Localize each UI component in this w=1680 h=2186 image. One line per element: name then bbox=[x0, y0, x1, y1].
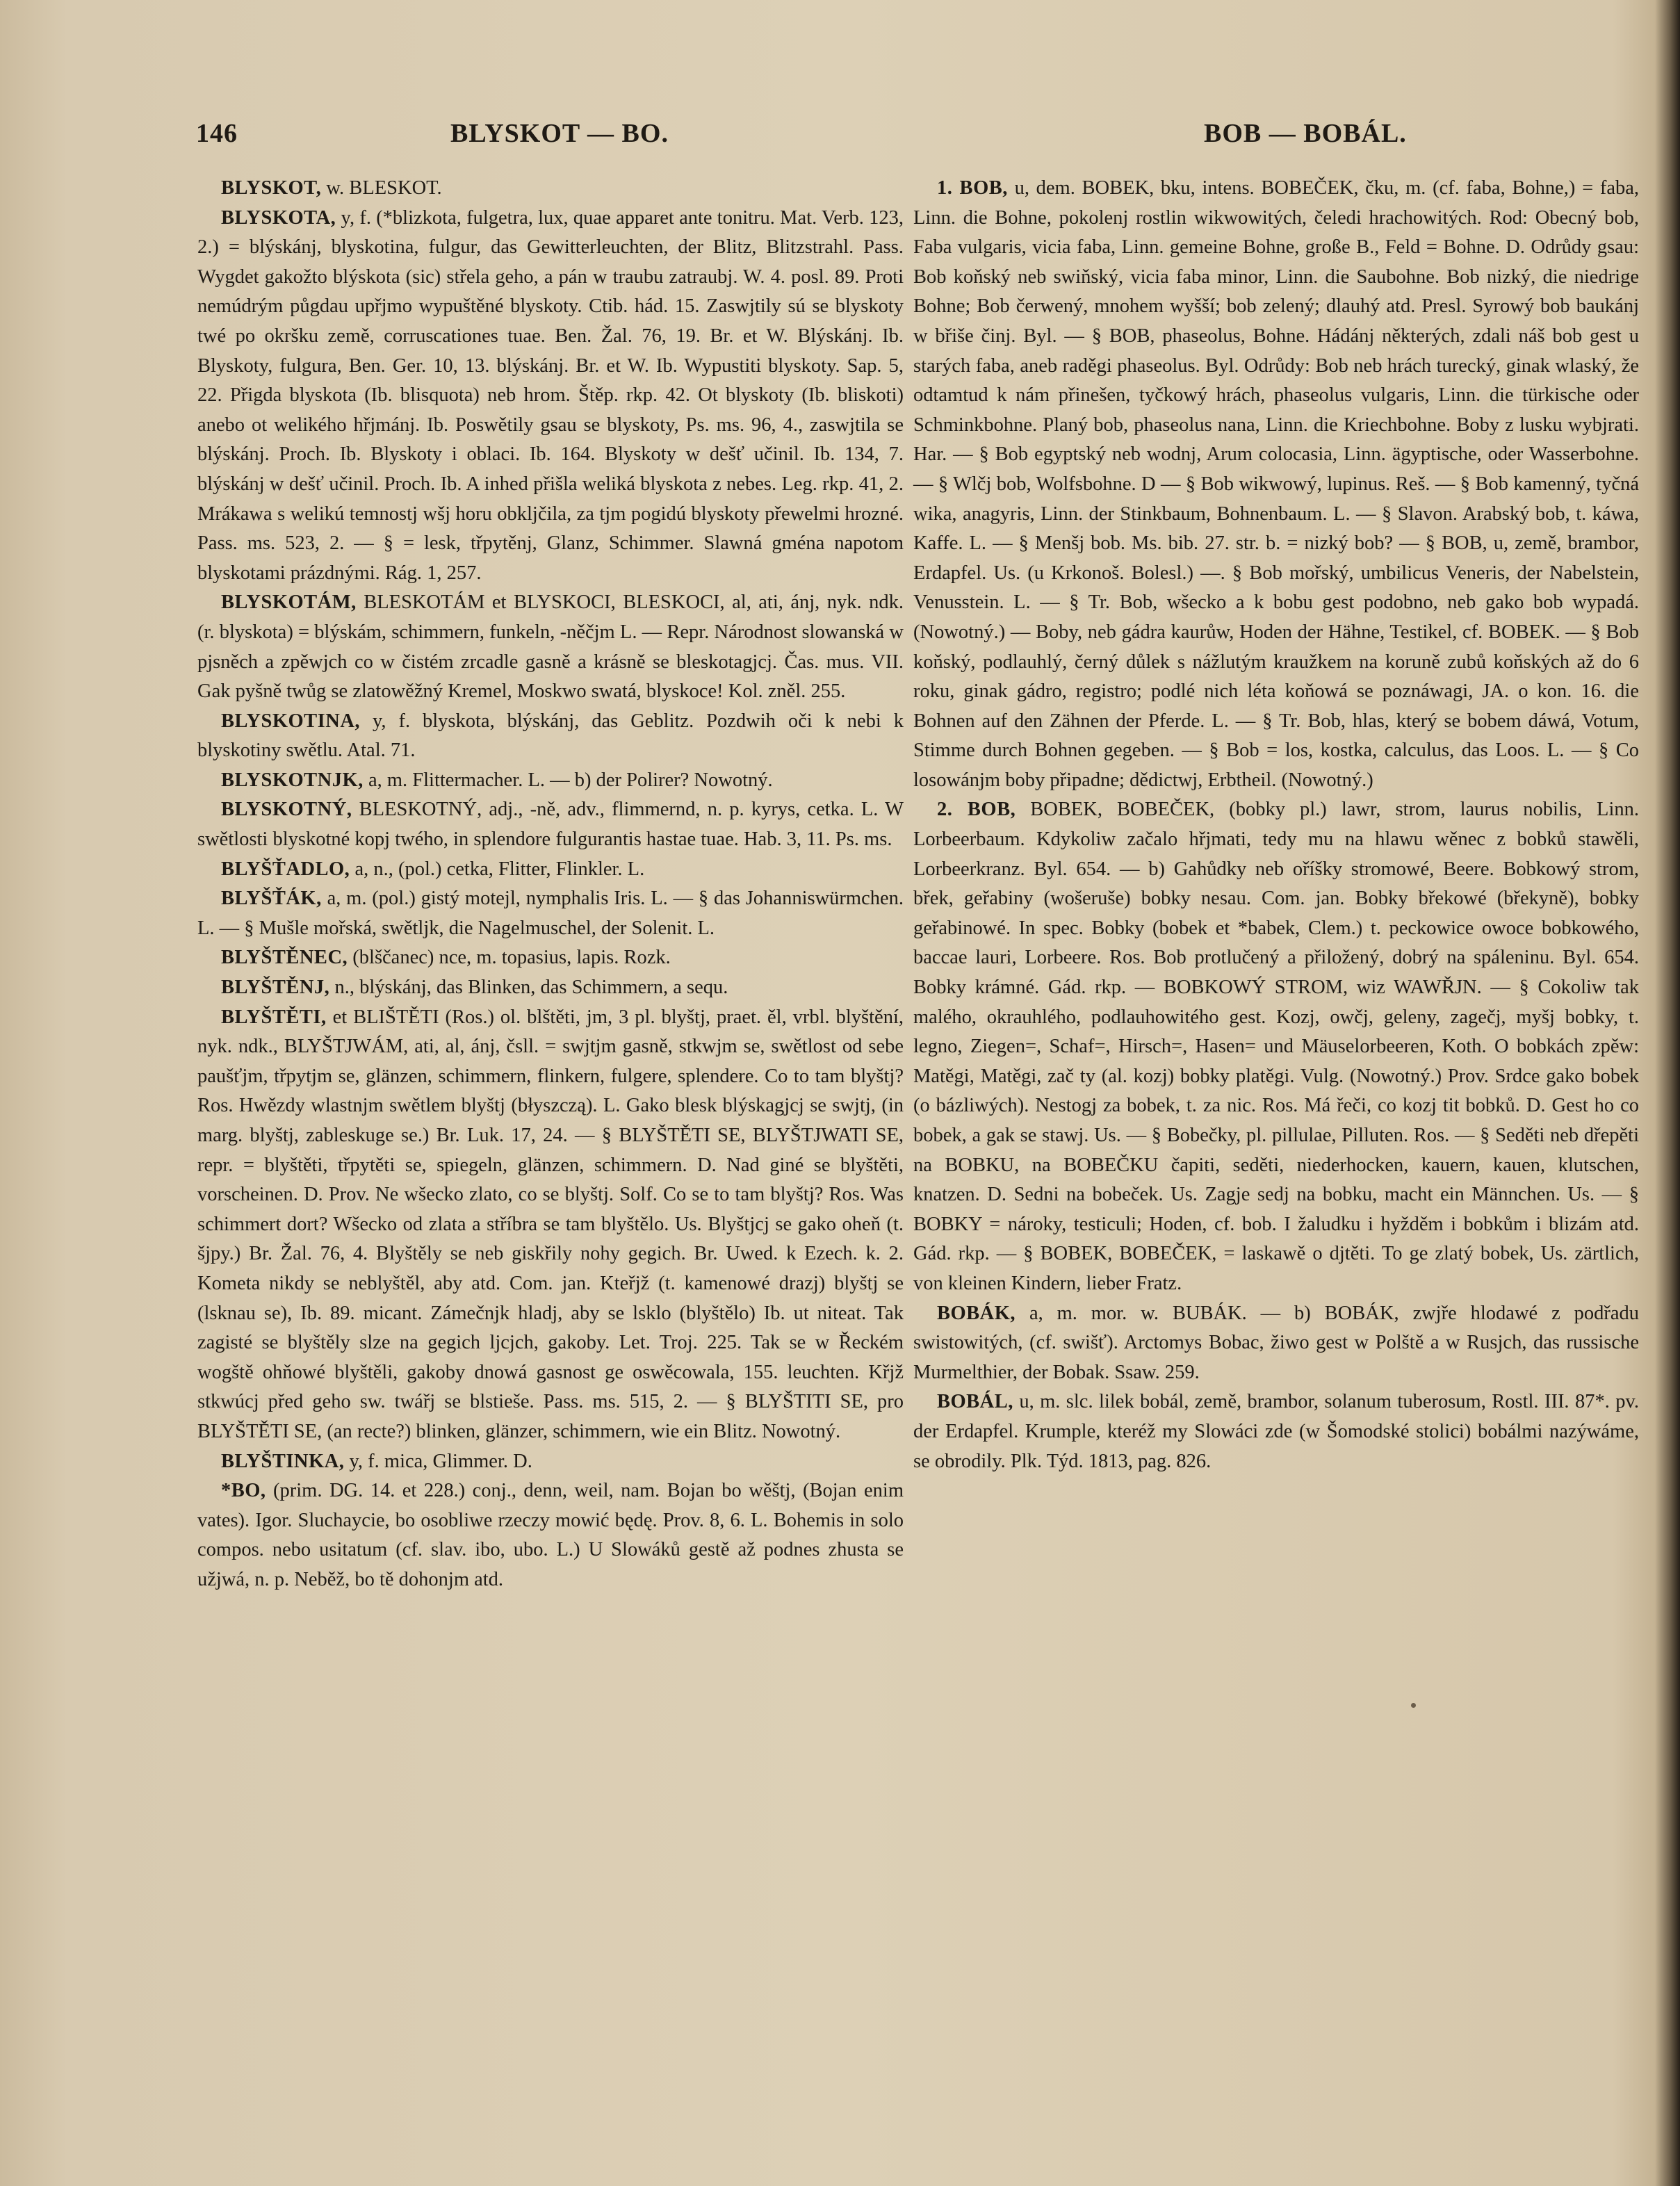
entry-headword: BLYSKOT, bbox=[221, 177, 322, 199]
entry-text: a, m. Flittermacher. L. — b) der Polirer? Nowotný. bbox=[368, 769, 773, 791]
entry-headword: BLYSKOTÁM, bbox=[221, 592, 357, 614]
entry-headword: BLYŠŤADLO, bbox=[221, 858, 350, 880]
entry-headword: BLYŠŤÁK, bbox=[221, 888, 322, 910]
entry-text: BOBEK, BOBEČEK, (bobky pl.) lawr, strom, laurus nobilis, Linn. Lorbeerbaum. Kdykoliw začalo hřjmati, tedy mu na hlawu wěnec z bobků stawěli, Lorbeerkranz. Byl. 654. — b) Gahůdky neb oříšky stromowé, Beere. Bobkowý strom, břek, geřabiny (wošeruše) bobky nesau. Com. jan. Bobky břekowé (břekyně), bobky geřabinowé. In spec. Bobky (bobek et *babek, Clem.) t. peckowice owoce bobkowého, baccae lauri, Lorbeere. Ros. Bob protlučený a přiložený, dobrý na spáleninu. Byl. 654. Bobky krámné. Gád. rkp. — BOBKOWÝ STROM, wiz WAWŘJN. — § Cokoliw tak malého, okrauhlého, podlauhowitého gest. Kozj, owčj, geleny, zagečj, myšj bobky, t. legno, Ziegen=, Schaf=, Hirsch=, Hasen= und Mäuselorbeeren, Koth. O bobkách zpěw: Matěgi, Matěgi, zač ty (al. kozj) bobky platěgi. Vulg. (Nowotný.) Prov. Srdce gako bobek (o bázliwých). Nestogj za bobek, t. za nic. Ros. Má řeči, co kozj tit bobků. D. Gest ho co bobek, a gak se stawj. Us. — § Bobečky, pl. pillulae, Pilluten. Ros. — § Seděti neb dřepěti na BOBKU, na BOBEČKU čapiti, seděti, niederhocken, kauern, kauen, klutschen, knatzen. D. Sedni na bobeček. Us. Zagje sedj na bobku, macht ein Männchen. Us. — § BOBKY = nároky, testiculi; Hoden, cf. bob. I žaludku i hyžděm i bobkům i blizám atd. Gád. rkp. — § BOBEK, BOBEČEK, = laskawě o djtěti. To ge zlatý bobek, Us. zärtlich, von kleinen Kindern, lieber Fratz. bbox=[913, 799, 1639, 1294]
dictionary-entry bbox=[197, 588, 904, 706]
entry-text: u, m. slc. lilek bobál, země, brambor, solanum tuberosum, Rostl. III. 87*. pv. der Erdapfel. Krumple, kteréž my Slowáci zde (w Šomodské stolici) bobálmi nazýwáme, se obrodily. Plk. Týd. 1813, pag. 826. bbox=[913, 1391, 1640, 1472]
entry-text: y, f. (*blizkota, fulgetra, lux, quae apparet ante tonitru. Mat. Verb. 123, 2.) = blýskánj, blyskotina, fulgur, das Gewitterleuchten, der Blitz, Blitzstrahl. Pass. Wygdet gakožto blýskota (sic) střela geho, a pán w traubu zatraubj. W. 4. posl. 89. Proti nemúdrým půgdau upřjmo wypuštěné blyskoty. Ctib. hád. 15. Zaswjtily sú se blyskoty twé po okršku země, corruscationes tuae. Ben. Žal. 76, 19. Br. et W. Blýskánj. Ib. Blyskoty, fulgura, Ben. Ger. 10, 13. blýskánj. Br. et W. Ib. Wypustiti blyskoty. Sap. 5, 22. Přigda blyskota (Ib. blisquota) neb hrom. Štěp. rkp. 42. Ot blyskoty (Ib. bliskoti) anebo ot welikého hřjmánj. Ib. Poswětily gsau se blyskoty, Ps. ms. 96, 4., zaswjtila se blýskánj. Proch. Ib. Blyskoty i oblaci. Ib. 164. Blyskoty w dešť učinil. Ib. 134, 7. blýskánj w dešť učinil. Proch. Ib. A inhed přišla weliká blyskota z nebes. Leg. rkp. 41, 2. Mrákawa s welikú temnostj wšj horu obkljčila, za tjm pogidú blyskoty přewelmi hrozné. Pass. ms. 523, 2. — § = lesk, třpytěnj, Glanz, Schimmer. Slawná gména napotom blyskotami prázdnými. Rág. 1, 257. bbox=[197, 206, 904, 584]
entry-text: (prim. DG. 14. et 228.) conj., denn, weil, nam. Bojan bo wěštj, (Bojan enim vates). Igor. Sluchaycie, bo osobliwe rzeczy mowić będę. Prov. 8, 6. L. Bohemis in solo compos. nebo usitatum (cf. slav. ibo, ubo. L.) U Slowáků gestě až podnes zhusta se užjwá, n. p. Neběž, bo tě dohonjm atd. bbox=[197, 1480, 904, 1590]
dictionary-entry bbox=[197, 766, 904, 796]
dictionary-entry bbox=[197, 1476, 904, 1594]
binding-shadow bbox=[1655, 0, 1680, 2186]
entry-text: y, f. blyskota, blýskánj, das Geblitz. Pozdwih oči k nebi k blyskotiny swětlu. Atal. 71. bbox=[197, 710, 904, 762]
left-column bbox=[197, 174, 904, 1595]
dictionary-entry bbox=[197, 795, 904, 854]
entry-headword: BOBÁK, bbox=[937, 1302, 1016, 1324]
entry-headword: BOBÁL, bbox=[937, 1391, 1013, 1413]
dictionary-entry bbox=[197, 884, 904, 943]
entry-headword: BLYŠTĚTI, bbox=[221, 1006, 327, 1028]
ink-speck bbox=[1411, 1703, 1416, 1708]
dictionary-entry bbox=[197, 204, 904, 589]
dictionary-entry bbox=[913, 795, 1639, 1298]
dictionary-entry bbox=[197, 973, 904, 1003]
dictionary-entry bbox=[197, 1447, 904, 1477]
entry-text: BLESKOTÁM et BLYSKOCI, BLESKOCI, al, ati, ánj, nyk. ndk. (r. blyskota) = blýskám, schimmern, funkeln, -něčjm L. — Repr. Národnost slowanská w pjsněch a zpěwjch co w čistém zrcadle gasně a krásně se bleskotagjcj. Čas. mus. VII. Gak pyšně twůg se zlatowěžný Kremel, Moskwo swatá, blyskoce! Kol. zněl. 255. bbox=[197, 592, 904, 703]
entry-text: et BLIŠTĚTI (Ros.) ol. blštěti, jm, 3 pl. blyštj, praet. ěl, vrbl. blyštění, nyk. ndk., BLYŠTJWÁM, ati, al, ánj, čsll. = swjtjm gasně, stkwjm se, swětlost od sebe paušťjm, třpytjm se, glänzen, schimmern, flinkern, fulgere, splendere. Co to tam blyštj? Ros. Hwězdy wlastnjm swětlem blyštj (błyszczą). L. Gako blesk blýskagjcj se swjtj, (in marg. blyštj, zableskuge se.) Br. Luk. 17, 24. — § BLYŠTĚTI SE, BLYŠTJWATI SE, repr. = blyštěti, třpytěti se, spiegeln, glänzen, schimmern. D. Nad giné se blyštěti, vorscheinen. D. Prov. Ne wšecko zlato, co se blyštj. Solf. Co se to tam blyštj? Ros. Was schimmert dort? Wšecko od zlata a stříbra se tam blyštělo. Us. Blyštjcj se gako oheň (t. šjpy.) Br. Žal. 76, 4. Blyštěly se neb giskřily nohy gegich. Br. Uwed. k Ezech. k. 2. Kometa nikdy se neblyštěl, aby atd. Com. jan. Kteřjž (t. kamenowé drazj) blyštj se (lsknau se), Ib. 89. micant. Zámečnjk hladj, aby se lsklo (blyštělo) Ib. ut niteat. Tak zagisté se blyštěly slze na gegich ljcjch, gakoby. Let. Troj. 225. Tak se w Řeckém wogště ohňowé blyštěli, gakoby dnowá gasnost ge oswěcowala, 155. leuchten. Křjž stkwúcj před geho sw. twářj se blstieše. Pass. ms. 515, 2. — § BLYŠTITI SE, pro BLYŠTĚTI SE, (an recte?) blinken, glänzer, schimmern, wie ein Blitz. Nowotný. bbox=[197, 1006, 904, 1442]
dictionary-entry bbox=[197, 943, 904, 973]
running-head-right: BOB — BOBÁL. bbox=[1204, 119, 1407, 148]
entry-headword: 1. BOB, bbox=[937, 177, 1008, 199]
dictionary-entry bbox=[197, 174, 904, 204]
entry-headword: BLYSKOTNJK, bbox=[221, 769, 364, 791]
dictionary-entry bbox=[197, 707, 904, 766]
entry-text: y, f. mica, Glimmer. D. bbox=[349, 1450, 532, 1472]
dictionary-entry bbox=[197, 855, 904, 885]
entry-headword: BLYSKOTA, bbox=[221, 206, 336, 229]
right-column bbox=[913, 174, 1639, 1476]
entry-headword: BLYŠTĚNJ, bbox=[221, 977, 330, 999]
entry-headword: BLYŠTĚNEC, bbox=[221, 947, 348, 969]
entry-headword: *BO, bbox=[221, 1480, 266, 1502]
entry-text: w. BLESKOT. bbox=[326, 177, 442, 199]
entry-text: (blščanec) nce, m. topasius, lapis. Rozk. bbox=[352, 947, 671, 969]
entry-text: u, dem. BOBEK, bku, intens. BOBEČEK, čku, m. (cf. faba, Bohne,) = faba, Linn. die Bohne, pokolenj rostlin wikwowitých, čeledi hrachowitých. Rod: Obecný bob, Faba vulgaris, vicia faba, Linn. gemeine Bohne, große B., Feld = Bohne. D. Odrůdy gsau: Bob koňský neb swiňský, vicia faba minor, Linn. die Saubohne. Bob nizký, die niedrige Bohne; Bob čerwený, mnohem wyšší; bob zelený; dlauhý atd. Presl. Syrowý bob baukánj w břiše činj. Byl. — § BOB, phaseolus, Bohne. Hádánj některých, zdali náš bob gest u starých faba, aneb raděgi phaseolus. Byl. Odrůdy: Bob neb hrách turecký, ginak wlaský, že odtamtud k nám přinešen, tyčkowý hrách, phaseolus vulgaris, Linn. die türkische oder Schminkbohne. Planý bob, phaseolus nana, Linn. die Kriechbohne. Boby z lusku wybjrati. Har. — § Bob egyptský neb wodnj, Arum colocasia, Linn. ägyptische, oder Wasserbohne. — § Wlčj bob, Wolfsbohne. D — § Bob wikwowý, lupinus. Reš. — § Bob kamenný, tyčná wika, anagyris, Linn. der Stinkbaum, Bohnenbaum. L. — § Slavon. Arabský bob, t. káwa, Kaffe. L. — § Menšj bob. Ms. bib. 27. str. b. = nizký bob? — § BOB, u, země, brambor, Erdapfel. Us. (u Krkonoš. Bolesl.) —. § Bob mořský, umbilicus Veneris, der Nabelstein, Venusstein. L. — § Tr. Bob, wšecko a k bobu gest podobno, neb gako bob wypadá. (Nowotný.) — Boby, neb gádra kaurůw, Hoden der Hähne, Testikel, cf. BOBEK. — § Bob koňský, podlauhlý, černý důlek s nážlutým kraužkem na koruně zubů koňských až do 6 roku, ginak gádro, registro; podlé nich léta koňowá se poznáwagi, JA. o kon. 16. die Bohnen auf den Zähnen der Pferde. L. — § Tr. Bob, hlas, který se bobem dáwá, Votum, Stimme durch Bohnen gegeben. — § Bob = los, kostka, calculus, das Loos. L. — § Co losowánjm boby připadne; dědictwj, Erbtheil. (Nowotný.) bbox=[913, 177, 1640, 791]
entry-text: a, m. (pol.) gistý motejl, nymphalis Iris. L. — § das Johanniswürmchen. L. — § Mušle mořská, swětljk, die Nagelmuschel, der Solenit. L. bbox=[197, 888, 904, 939]
entry-headword: BLYŠTINKA, bbox=[221, 1450, 345, 1472]
dictionary-entry bbox=[913, 1299, 1639, 1388]
entry-text: n., blýskánj, das Blinken, das Schimmern, a sequ. bbox=[334, 977, 728, 999]
dictionary-entry bbox=[913, 1387, 1639, 1476]
entry-text: a, m. mor. w. BUBÁK. — b) BOBÁK, zwjře hlodawé z podřadu swistowitých, (cf. swišť). Arctomys Bobac, žiwo gest w Polště a w Rusjch, das russische Murmelthier, der Bobak. Ssaw. 259. bbox=[913, 1302, 1639, 1383]
running-head-left: BLYSKOT — BO. bbox=[450, 119, 669, 148]
entry-headword: 2. BOB, bbox=[937, 799, 1016, 821]
entry-text: a, n., (pol.) cetka, Flitter, Flinkler. L. bbox=[354, 858, 645, 880]
entry-text: BLESKOTNÝ, adj., -ně, adv., flimmernd, n. p. kyrys, cetka. L. W swětlosti blyskotné kopj twého, in splendore fulgurantis hastae tuae. Hab. 3, 11. Ps. ms. bbox=[197, 799, 904, 851]
dictionary-entry bbox=[197, 1003, 904, 1447]
entry-headword: BLYSKOTNÝ, bbox=[221, 799, 352, 821]
dictionary-entry bbox=[913, 174, 1639, 795]
entry-headword: BLYSKOTINA, bbox=[221, 710, 361, 732]
page-number: 146 bbox=[196, 119, 238, 148]
